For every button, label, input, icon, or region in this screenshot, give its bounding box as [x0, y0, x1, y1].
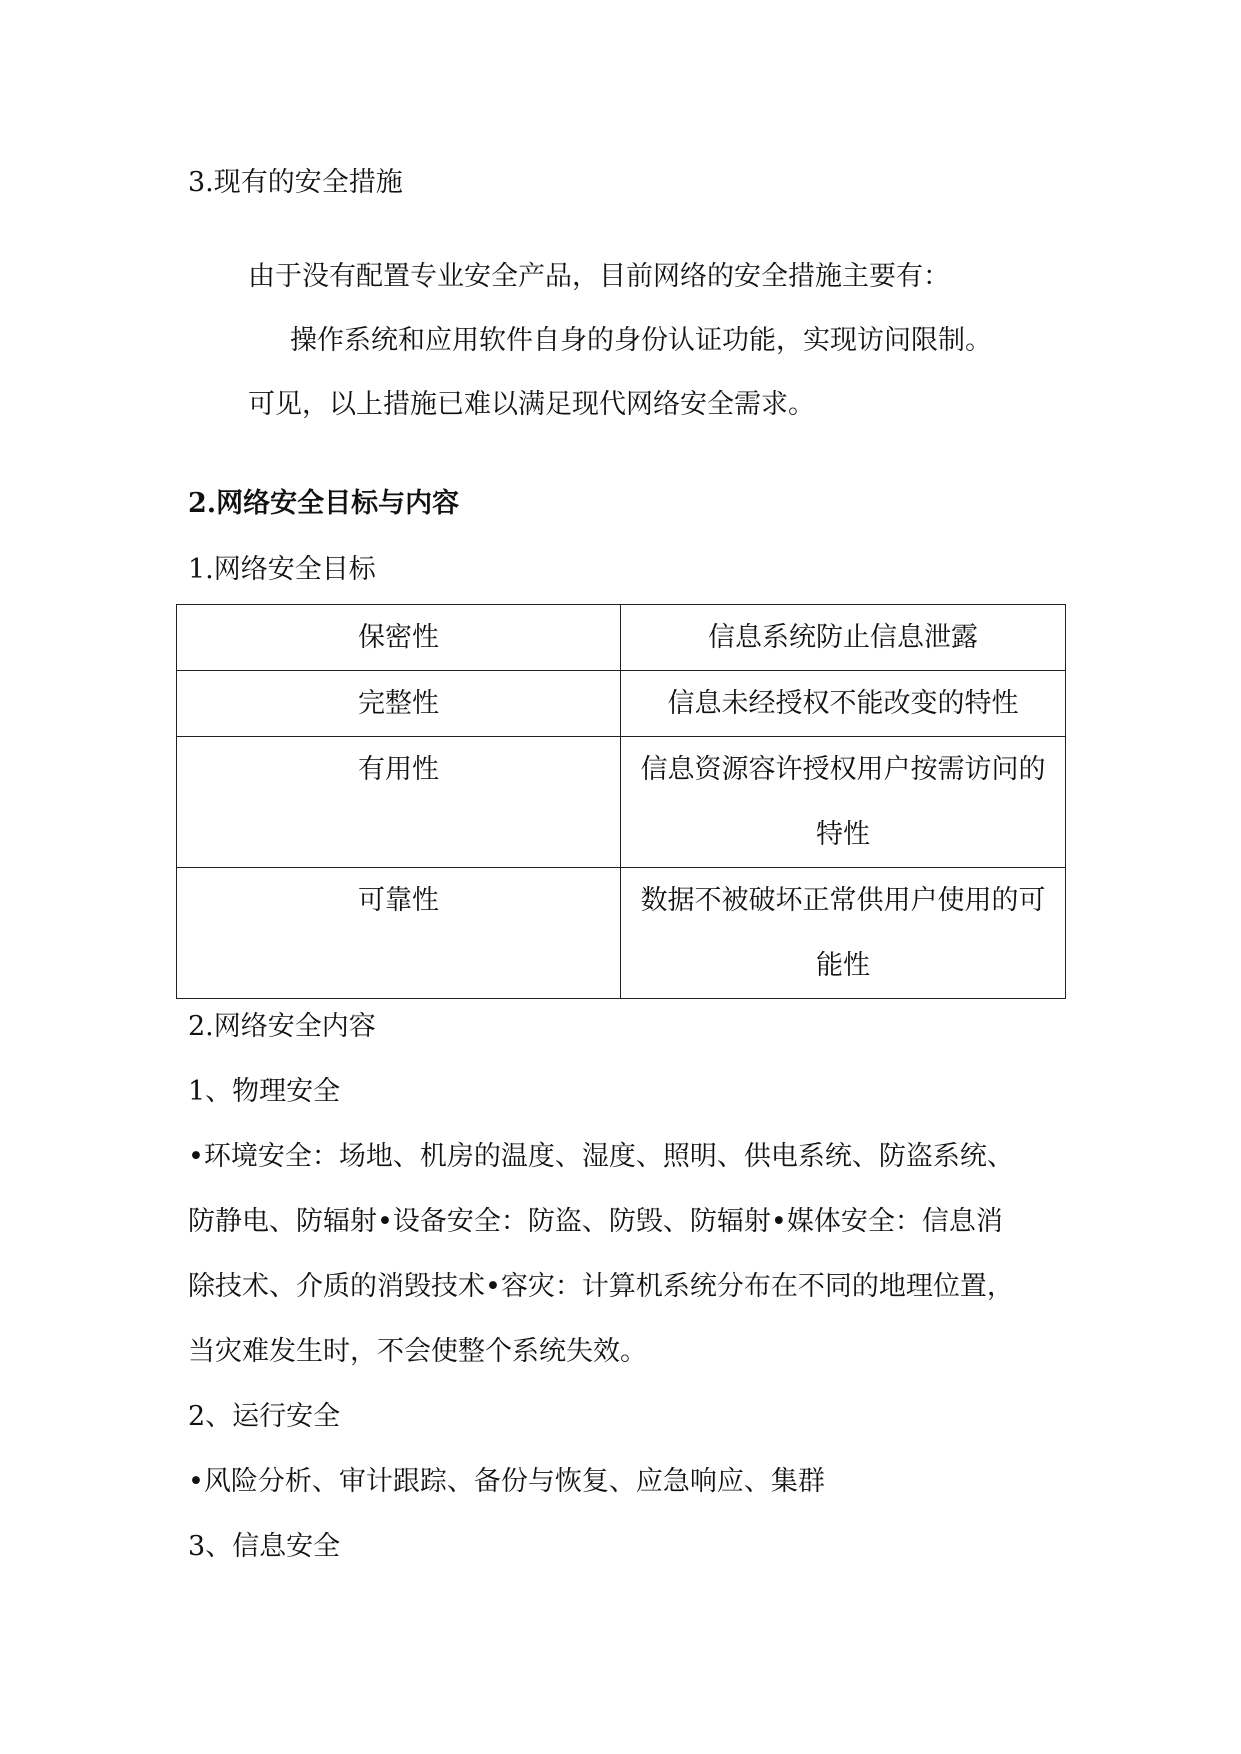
operation-security-text: •风险分析、审计跟踪、备份与恢复、应急响应、集群	[188, 1466, 825, 1497]
table-row	[177, 868, 1066, 999]
measures-intro-paragraph: 由于没有配置专业安全产品，目前网络的安全措施主要有：	[248, 261, 950, 292]
physical-security-title: 1、物理安全	[188, 1076, 341, 1107]
goal-description-cell: 信息资源容许授权用户按需访问的特性	[621, 737, 1066, 868]
measures-item-paragraph: 操作系统和应用软件自身的身份认证功能，实现访问限制。	[290, 325, 992, 356]
measures-conclusion-paragraph: 可见，以上措施已难以满足现代网络安全需求。	[248, 389, 815, 420]
goal-property-cell: 有用性	[177, 737, 621, 868]
section-3-title: 3.现有的安全措施	[188, 167, 403, 198]
table-row	[177, 671, 1066, 737]
goal-description-cell: 数据不被破坏正常供用户使用的可能性	[621, 868, 1066, 999]
goals-subtitle: 1.网络安全目标	[188, 554, 376, 585]
section-heading-goals-content: 2.网络安全目标与内容	[188, 488, 460, 519]
information-security-title: 3、信息安全	[188, 1531, 341, 1562]
table-row	[177, 605, 1066, 671]
goal-description-cell: 信息系统防止信息泄露	[621, 605, 1066, 671]
operation-security-title: 2、运行安全	[188, 1401, 341, 1432]
content-subtitle: 2.网络安全内容	[188, 1011, 376, 1042]
security-goals-table	[176, 604, 1066, 999]
goal-property-cell: 保密性	[177, 605, 621, 671]
table-row	[177, 737, 1066, 868]
physical-security-text-line: •环境安全：场地、机房的温度、湿度、照明、供电系统、防盗系统、	[188, 1141, 1014, 1172]
physical-security-text-line: 除技术、介质的消毁技术•容灾：计算机系统分布在不同的地理位置，	[188, 1271, 1014, 1302]
physical-security-text-line: 当灾难发生时，不会使整个系统失效。	[188, 1336, 647, 1367]
goal-description-cell: 信息未经授权不能改变的特性	[621, 671, 1066, 737]
physical-security-text-line: 防静电、防辐射•设备安全：防盗、防毁、防辐射•媒体安全：信息消	[188, 1206, 1003, 1237]
goal-property-cell: 完整性	[177, 671, 621, 737]
goal-property-cell: 可靠性	[177, 868, 621, 999]
